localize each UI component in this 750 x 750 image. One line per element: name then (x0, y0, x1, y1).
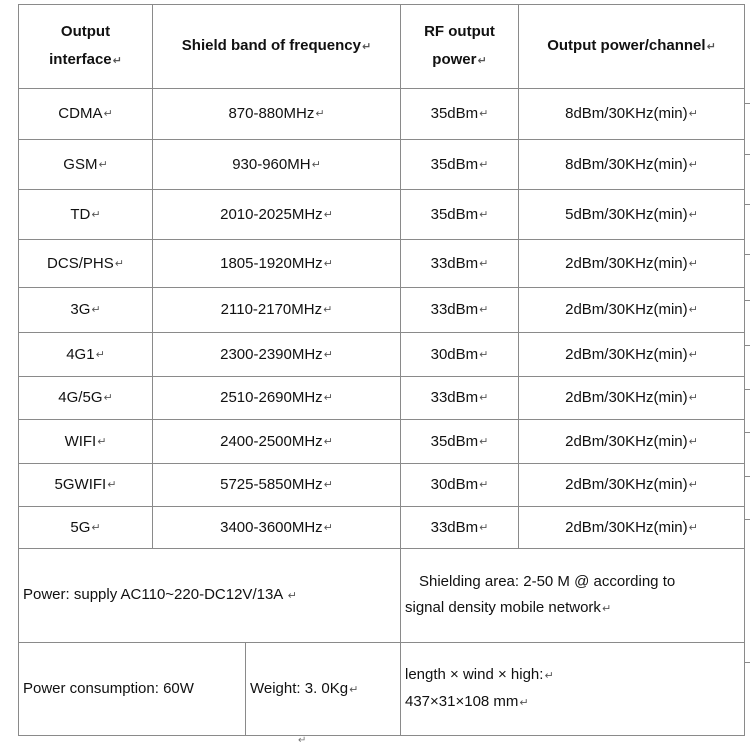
paragraph-mark: ↵ (688, 257, 698, 270)
frequency-cell-text: 5725-5850MHz (220, 476, 323, 493)
rf-power-cell (401, 240, 518, 287)
frequency-cell (153, 333, 400, 376)
channel-power-cell-text: 2dBm/30KHz(min) (565, 476, 688, 493)
paragraph-mark: ↵ (103, 392, 113, 404)
frequency-cell-text: 2400-2500MHz (220, 432, 323, 450)
frequency-cell (153, 89, 400, 139)
weight-cell: Weight: 3. 0Kg↵ (250, 679, 359, 697)
frequency-cell-text: 1805-1920MHz (220, 254, 323, 272)
interface-cell (19, 420, 152, 463)
rf-power-cell-text: 30dBm (430, 476, 479, 493)
header-output-power-channel: Output power/channel↵ (547, 37, 716, 54)
interface-cell (19, 464, 152, 506)
paragraph-mark: ↵ (688, 479, 698, 491)
paragraph-mark: ↵ (688, 392, 698, 404)
interface-cell-text: DCS/PHS (47, 254, 114, 272)
paragraph-mark: ↵ (479, 521, 489, 534)
channel-power-cell (519, 240, 744, 287)
frequency-cell-text: 2510-2690MHz (220, 389, 323, 406)
paragraph-mark: ↵ (688, 435, 698, 448)
rf-power-cell-text: 33dBm (430, 518, 479, 536)
channel-power-cell (519, 420, 744, 463)
paragraph-mark: ↵ (688, 304, 698, 316)
rf-power-cell-text: 35dBm (430, 432, 479, 450)
paragraph-mark: ↵ (479, 435, 489, 448)
rf-power-cell (401, 464, 518, 506)
channel-power-cell-text: 2dBm/30KHz(min) (565, 518, 688, 536)
paragraph-mark: ↵ (688, 208, 698, 221)
paragraph-mark: ↵ (91, 208, 101, 221)
channel-power-cell (519, 288, 744, 332)
rf-power-cell (401, 288, 518, 332)
channel-power-cell (519, 377, 744, 419)
channel-power-cell-text: 2dBm/30KHz(min) (565, 345, 688, 363)
channel-power-cell (519, 507, 744, 548)
header-output-interface: Output interface↵ (49, 23, 122, 68)
paragraph-mark: ↵ (479, 392, 489, 404)
rf-power-cell-text: 35dBm (430, 105, 479, 122)
paragraph-mark: ↵ (323, 304, 333, 316)
channel-power-cell-text: 8dBm/30KHz(min) (565, 155, 688, 173)
paragraph-mark: ↵ (479, 257, 489, 270)
paragraph-mark: ↵ (97, 435, 107, 448)
paragraph-mark: ↵ (107, 479, 117, 491)
interface-cell (19, 377, 152, 419)
rf-power-cell (401, 377, 518, 419)
interface-cell-text: TD (70, 205, 91, 223)
interface-cell (19, 89, 152, 139)
paragraph-mark: ↵ (323, 435, 333, 448)
rf-power-cell-text: 30dBm (430, 345, 479, 363)
rf-power-cell (401, 333, 518, 376)
paragraph-mark: ↵ (688, 108, 698, 120)
rf-power-cell-text: 33dBm (430, 254, 479, 272)
paragraph-mark: ↵ (479, 108, 489, 120)
paragraph-mark: ↵ (323, 208, 333, 221)
frequency-cell-text: 2010-2025MHz (220, 205, 323, 223)
paragraph-mark: ↵ (323, 479, 333, 491)
power-consumption-cell: Power consumption: 60W (23, 680, 194, 697)
paragraph-mark: ↵ (479, 208, 489, 221)
paragraph-mark: ↵ (103, 108, 113, 120)
frequency-cell (153, 140, 400, 189)
rf-power-cell-text: 35dBm (430, 155, 479, 173)
frequency-cell-text: 930-960MH (232, 155, 311, 173)
paragraph-mark: ↵ (323, 521, 333, 534)
frequency-cell-text: 3400-3600MHz (220, 518, 323, 536)
rf-power-cell (401, 190, 518, 239)
paragraph-mark: ↵ (323, 392, 333, 404)
channel-power-cell (519, 190, 744, 239)
paragraph-mark: ↵ (479, 479, 489, 491)
interface-cell-text: 4G1 (66, 345, 95, 363)
interface-cell (19, 190, 152, 239)
rf-power-cell (401, 89, 518, 139)
paragraph-mark: ↵ (688, 521, 698, 534)
paragraph-mark: ↵ (479, 304, 489, 316)
power-supply-cell: Power: supply AC110~220-DC12V/13A ↵ (23, 586, 297, 603)
interface-cell-text: 5GWIFI (54, 476, 107, 493)
channel-power-cell (519, 333, 744, 376)
frequency-cell-text: 870-880MHz (228, 105, 315, 122)
shielding-area-cell: Shielding area: 2-50 M @ according to signal density mobile network↵ (405, 573, 676, 616)
rf-power-cell (401, 507, 518, 548)
paragraph-mark: ↵ (323, 257, 333, 270)
frequency-cell (153, 507, 400, 548)
channel-power-cell-text: 2dBm/30KHz(min) (565, 254, 688, 272)
dimensions-cell: length × wind × high:↵ 437×31×108 mm↵ (405, 666, 554, 710)
interface-cell-text: 3G (70, 301, 91, 318)
interface-cell-text: WIFI (64, 432, 97, 450)
interface-cell-text: GSM (63, 155, 98, 173)
rf-power-cell-text: 35dBm (430, 205, 479, 223)
rf-power-cell (401, 420, 518, 463)
interface-cell (19, 140, 152, 189)
paragraph-mark: ↵ (91, 304, 101, 316)
frequency-cell (153, 288, 400, 332)
rf-power-cell (401, 140, 518, 189)
frequency-cell-text: 2110-2170MHz (220, 301, 323, 318)
channel-power-cell-text: 8dBm/30KHz(min) (565, 105, 688, 122)
paragraph-mark: ↵ (95, 348, 105, 361)
paragraph-mark: ↵ (479, 348, 489, 361)
channel-power-cell-text: 5dBm/30KHz(min) (565, 205, 688, 223)
interface-cell-text: CDMA (58, 105, 103, 122)
paragraph-mark: ↵ (298, 735, 307, 746)
table-border-right (744, 4, 745, 736)
channel-power-cell-text: 2dBm/30KHz(min) (565, 301, 688, 318)
paragraph-mark: ↵ (688, 158, 698, 171)
frequency-cell (153, 190, 400, 239)
paragraph-mark: ↵ (91, 521, 101, 534)
rf-power-cell-text: 33dBm (430, 301, 479, 318)
interface-cell (19, 288, 152, 332)
interface-cell-text: 5G (70, 518, 91, 536)
interface-cell-text: 4G/5G (58, 389, 103, 406)
rf-power-cell-text: 33dBm (430, 389, 479, 406)
interface-cell (19, 507, 152, 548)
interface-cell (19, 240, 152, 287)
frequency-cell (153, 377, 400, 419)
paragraph-mark: ↵ (311, 158, 321, 171)
frequency-cell-text: 2300-2390MHz (220, 345, 323, 363)
paragraph-mark: ↵ (98, 158, 108, 171)
header-rf-output-power: RF output power↵ (424, 23, 495, 68)
paragraph-mark: ↵ (323, 348, 333, 361)
table-border-bottom (18, 735, 745, 736)
frequency-cell (153, 464, 400, 506)
channel-power-cell (519, 140, 744, 189)
frequency-cell (153, 420, 400, 463)
paragraph-mark: ↵ (114, 257, 124, 270)
channel-power-cell-text: 2dBm/30KHz(min) (565, 389, 688, 406)
paragraph-mark: ↵ (688, 348, 698, 361)
paragraph-mark: ↵ (479, 158, 489, 171)
interface-cell (19, 333, 152, 376)
channel-power-cell (519, 464, 744, 506)
channel-power-cell (519, 89, 744, 139)
header-shield-band: Shield band of frequency↵ (181, 37, 372, 54)
paragraph-mark: ↵ (315, 108, 325, 120)
channel-power-cell-text: 2dBm/30KHz(min) (565, 432, 688, 450)
frequency-cell (153, 240, 400, 287)
